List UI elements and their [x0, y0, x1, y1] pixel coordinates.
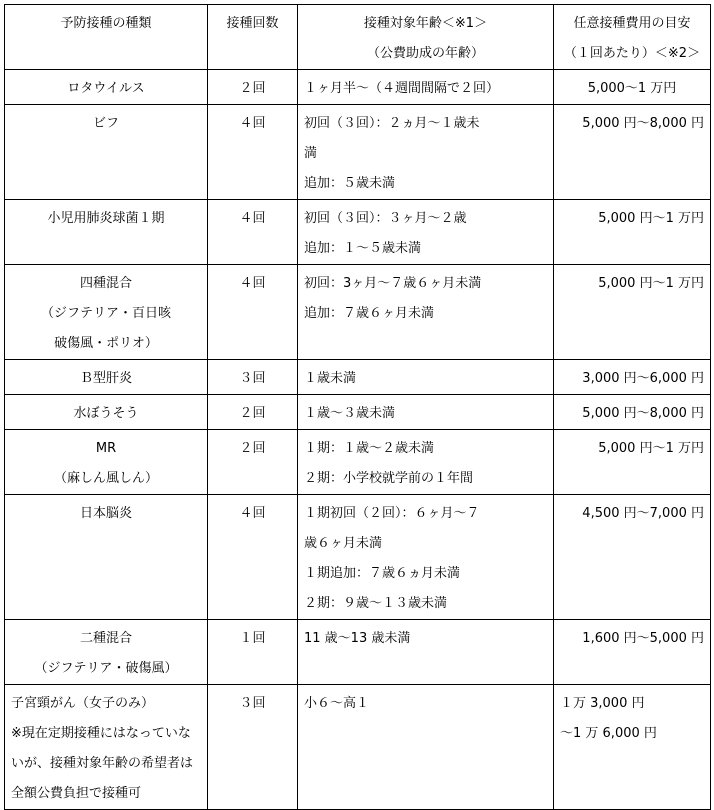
count-value: ２回	[239, 81, 266, 96]
cell-target-age	[298, 495, 554, 620]
count-value: ４回	[239, 211, 266, 226]
table-row	[5, 685, 711, 810]
name-line: 二種混合	[79, 631, 132, 646]
age-line: 追加：１～５歳未満	[304, 241, 422, 256]
cost-line: 5,000 円～1 万円	[598, 276, 704, 291]
cell-dose-count	[208, 620, 298, 685]
age-line: １歳～３歳未満	[304, 406, 396, 421]
count-value: ３回	[239, 371, 266, 386]
count-value: ２回	[239, 406, 266, 421]
table-row	[5, 200, 711, 265]
cell-target-age	[298, 685, 554, 810]
table-row	[5, 105, 711, 200]
age-line: 満	[304, 146, 318, 161]
cost-line: 5,000 円～8,000 円	[582, 406, 704, 421]
cell-cost	[554, 70, 711, 105]
age-line: 初回（３回）：２ヵ月～１歳未	[304, 116, 480, 131]
header-target-age: 接種対象年齢＜※1＞ （公費助成の年齢）	[298, 5, 554, 70]
cell-note: ※現在定期接種にはなっていないが、接種対象年齢の希望者は全額公費負担で接種可	[11, 726, 194, 801]
table-row	[5, 360, 711, 395]
name-line: MR	[95, 441, 117, 456]
cell-vaccine-type	[5, 620, 208, 685]
cell-target-age	[298, 265, 554, 360]
table-row	[5, 495, 711, 620]
cell-cost	[554, 685, 711, 810]
name-line: 子宮頸がん（女子のみ）	[11, 696, 155, 711]
cost-line: 5,000～1 万円	[587, 81, 677, 96]
cell-target-age	[298, 70, 554, 105]
name-line: （ジフテリア・百日咳	[40, 306, 171, 321]
cell-vaccine-type	[5, 395, 208, 430]
cell-dose-count	[208, 200, 298, 265]
age-line: 小６～高１	[304, 696, 370, 711]
cell-target-age	[298, 200, 554, 265]
cell-dose-count	[208, 360, 298, 395]
cell-target-age	[298, 395, 554, 430]
age-line: １ヶ月半～（４週間間隔で２回）	[304, 81, 500, 96]
name-line: （ジフテリア・破傷風）	[34, 661, 178, 676]
cost-line: 5,000 円～1 万円	[598, 441, 704, 456]
name-line: 水ぼうそう	[73, 406, 139, 421]
cell-cost	[554, 105, 711, 200]
age-line: ２期：９歳～１３歳未満	[304, 596, 448, 611]
age-line: 歳６ヶ月未満	[304, 536, 383, 551]
count-value: ４回	[239, 506, 266, 521]
cell-dose-count	[208, 265, 298, 360]
name-line: （麻しん風しん）	[53, 471, 158, 486]
name-line: ビフ	[92, 116, 119, 131]
cost-line: １万 3,000 円	[560, 696, 645, 711]
cell-vaccine-type	[5, 360, 208, 395]
header-dose-count: 接種回数	[208, 5, 298, 70]
cell-dose-count	[208, 105, 298, 200]
cell-dose-count	[208, 685, 298, 810]
cell-cost	[554, 200, 711, 265]
table-row	[5, 620, 711, 685]
cell-target-age	[298, 105, 554, 200]
cell-vaccine-type	[5, 685, 208, 810]
count-value: ２回	[239, 441, 266, 456]
cost-line: 3,000 円～6,000 円	[582, 371, 704, 386]
header-row	[5, 5, 711, 70]
age-line: １歳未満	[304, 371, 357, 386]
vaccination-table	[4, 4, 711, 810]
cell-vaccine-type	[5, 430, 208, 495]
age-line: 初回（３回）：３ヶ月～２歳	[304, 211, 467, 226]
cell-vaccine-type	[5, 265, 208, 360]
cost-line: 5,000 円～8,000 円	[582, 116, 704, 131]
cell-cost	[554, 360, 711, 395]
cell-cost	[554, 495, 711, 620]
name-line: 日本脳炎	[79, 506, 132, 521]
cell-cost	[554, 620, 711, 685]
header-cost: 任意接種費用の目安 （１回あたり）＜※2＞	[554, 5, 711, 70]
cell-dose-count	[208, 70, 298, 105]
cost-line: 5,000 円～1 万円	[598, 211, 704, 226]
cell-vaccine-type	[5, 105, 208, 200]
age-line: １期：１歳～２歳未満	[304, 441, 435, 456]
age-line: 初回：3ヶ月～７歳６ヶ月未満	[304, 276, 482, 291]
count-value: ４回	[239, 116, 266, 131]
cell-dose-count	[208, 430, 298, 495]
age-line: 11 歳～13 歳未満	[304, 631, 411, 646]
count-value: ４回	[239, 276, 266, 291]
cell-cost	[554, 265, 711, 360]
name-line: 破傷風・ポリオ）	[54, 336, 158, 351]
name-line: Ｂ型肝炎	[79, 371, 132, 386]
cell-cost	[554, 395, 711, 430]
count-value: ３回	[239, 696, 266, 711]
age-line: ２期：小学校就学前の１年間	[304, 471, 474, 486]
age-line: 追加：７歳６ヶ月未満	[304, 306, 435, 321]
cell-cost	[554, 430, 711, 495]
age-line: 追加：５歳未満	[304, 176, 396, 191]
table-row	[5, 70, 711, 105]
table-row	[5, 430, 711, 495]
name-line: 小児用肺炎球菌１期	[47, 211, 165, 226]
count-value: １回	[239, 631, 266, 646]
header-vaccine-type: 予防接種の種類	[5, 5, 208, 70]
cell-vaccine-type	[5, 495, 208, 620]
cell-dose-count	[208, 395, 298, 430]
name-line: 四種混合	[79, 276, 132, 291]
age-line: １期追加：７歳６ヵ月未満	[304, 566, 461, 581]
table-row	[5, 395, 711, 430]
cell-target-age	[298, 360, 554, 395]
table-row	[5, 265, 711, 360]
cost-line: ～1 万 6,000 円	[560, 726, 657, 741]
cell-target-age	[298, 430, 554, 495]
age-line: １期初回（２回）：６ヶ月～７	[304, 506, 480, 521]
cost-line: 4,500 円～7,000 円	[582, 506, 704, 521]
cell-vaccine-type	[5, 200, 208, 265]
name-line: ロタウイルス	[67, 81, 145, 96]
cell-dose-count	[208, 495, 298, 620]
cost-line: 1,600 円～5,000 円	[582, 631, 704, 646]
cell-target-age	[298, 620, 554, 685]
cell-vaccine-type	[5, 70, 208, 105]
